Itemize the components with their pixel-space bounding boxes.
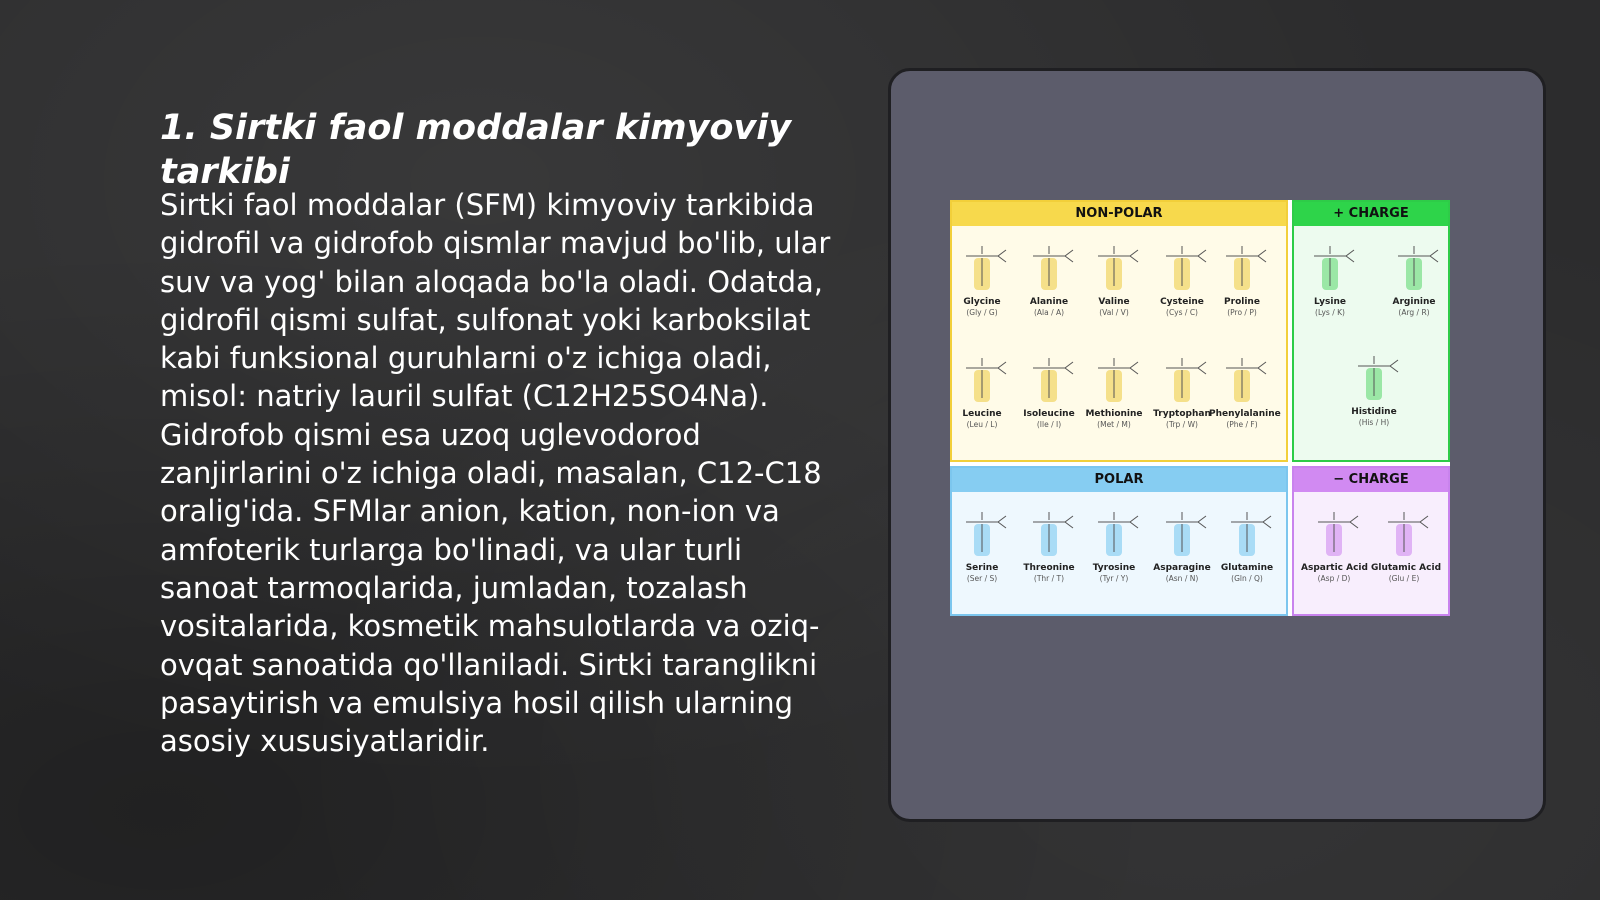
- amino-acid-name: Tryptophan: [1153, 409, 1211, 419]
- amino-acid-name: Glycine: [963, 297, 1001, 307]
- bond-line: [1130, 362, 1138, 368]
- amino-acid-name: Isoleucine: [1023, 409, 1075, 419]
- structure-diagram: [1214, 354, 1270, 406]
- amino-acid-abbreviation: (Pro / P): [1227, 308, 1257, 317]
- amino-acid-abbreviation: (Glu / E): [1388, 574, 1420, 583]
- amino-acid-tyrosine: [1081, 508, 1147, 584]
- amino-acid-abbreviation: (Tyr / Y): [1099, 574, 1129, 583]
- bond-line: [1198, 362, 1206, 368]
- panel-header-non-polar: NON-POLAR: [952, 202, 1286, 226]
- structure-diagram: [1219, 508, 1275, 560]
- structure-diagram: [954, 354, 1010, 406]
- amino-acid-methionine: [1081, 354, 1147, 430]
- amino-acid-abbreviation: (Gly / G): [966, 308, 998, 317]
- amino-acid-name: Leucine: [962, 409, 1002, 419]
- amino-acid-name: Valine: [1098, 297, 1130, 307]
- amino-acid-valine: [1081, 242, 1147, 318]
- amino-acid-threonine: [1016, 508, 1082, 584]
- amino-acid-serine: [949, 508, 1015, 584]
- panel-positive-charge: [1292, 200, 1450, 462]
- amino-acid-histidine: [1341, 352, 1407, 428]
- structure-diagram: [1386, 242, 1442, 294]
- bond-line: [1130, 368, 1138, 374]
- slide-body-text: Sirtki faol moddalar (SFM) kimyoviy tarkibida gidrofil va gidrofob qismlar mavjud bo'lib, ular suv va yog' bilan aloqada bo'la oladi. Odatda, gidrofil qismi sulfat, sulfonat yoki karboksilat kabi funksional guruhlarni o'z ichiga oladi, misol: natriy lauril sulfat (C12H25SO4Na). Gidrofob qismi esa uzoq uglevodorod zanjirlarini o'z ichiga oladi, masalan, C12-C18 oralig'ida. SFMlar anion, kation, non-ion va amfoterik turlarga bo'linadi, va ular turli sanoat tarmoqlarida, jumladan, tozalash vositalarida, kosmetik mahsulotlarda va oziq-ovqat sanoatida qo'llaniladi. Sirtki taranglikni pasaytirish va emulsiya hosil qilish ularning asosiy xususiyatlaridir.: [160, 188, 831, 759]
- amino-acid-name: Methionine: [1085, 409, 1143, 419]
- bond-line: [1420, 522, 1428, 528]
- amino-acid-tryptophan: [1149, 354, 1215, 430]
- amino-acid-asparagine: [1149, 508, 1215, 584]
- bond-line: [1130, 250, 1138, 256]
- amino-acid-abbreviation: (Leu / L): [966, 420, 998, 429]
- amino-acid-alanine: [1016, 242, 1082, 318]
- structure-diagram: [1346, 352, 1402, 404]
- bond-line: [1198, 256, 1206, 262]
- bond-line: [1258, 256, 1266, 262]
- amino-acid-glycine: [949, 242, 1015, 318]
- amino-acid-name: Lysine: [1314, 297, 1346, 307]
- structure-diagram: [954, 242, 1010, 294]
- bond-line: [998, 516, 1006, 522]
- bond-line: [1198, 368, 1206, 374]
- bond-line: [998, 250, 1006, 256]
- slide-title: 1. Sirtki faol moddalar kimyoviy tarkibi: [160, 108, 792, 192]
- bond-line: [1346, 250, 1354, 256]
- bond-line: [1350, 516, 1358, 522]
- amino-acid-abbreviation: (Gln / Q): [1231, 574, 1263, 583]
- bond-line: [1065, 250, 1073, 256]
- amino-acid-glutamine: [1214, 508, 1280, 584]
- bond-line: [1350, 522, 1358, 528]
- amino-acid-abbreviation: (Ala / A): [1033, 308, 1065, 317]
- bond-line: [1130, 256, 1138, 262]
- bond-line: [998, 256, 1006, 262]
- bond-line: [1346, 256, 1354, 262]
- amino-acid-name: Serine: [965, 563, 999, 573]
- structure-diagram: [1086, 242, 1142, 294]
- amino-acid-aspartic-acid: [1301, 508, 1367, 584]
- amino-acid-arginine: [1381, 242, 1447, 318]
- panel-polar: [950, 466, 1288, 616]
- bond-line: [1198, 522, 1206, 528]
- amino-acid-abbreviation: (Met / M): [1097, 420, 1131, 429]
- structure-diagram: [1306, 508, 1362, 560]
- amino-acid-name: Glutamine: [1220, 563, 1274, 573]
- amino-acid-lysine: [1297, 242, 1363, 318]
- panel-header-negative-charge: − CHARGE: [1294, 468, 1448, 492]
- amino-acid-name: Proline: [1224, 297, 1260, 307]
- structure-diagram: [1154, 508, 1210, 560]
- amino-acid-abbreviation: (Asn / N): [1165, 574, 1199, 583]
- panel-negative-charge: [1292, 466, 1450, 616]
- amino-acid-abbreviation: (Arg / R): [1398, 308, 1430, 317]
- amino-acid-abbreviation: (Asp / D): [1317, 574, 1351, 583]
- bond-line: [1390, 366, 1398, 372]
- bond-line: [1130, 522, 1138, 528]
- amino-acid-proline: [1209, 242, 1275, 318]
- amino-acid-name: Cysteine: [1160, 297, 1204, 307]
- amino-acid-name: Glutamic Acid: [1371, 563, 1442, 573]
- amino-acid-name: Tyrosine: [1092, 563, 1136, 573]
- structure-diagram: [1021, 242, 1077, 294]
- bond-line: [1430, 256, 1438, 262]
- bond-line: [998, 522, 1006, 528]
- structure-diagram: [1376, 508, 1432, 560]
- structure-diagram: [1154, 354, 1210, 406]
- amino-acid-name: Phenylalanine: [1209, 409, 1281, 419]
- amino-acid-cysteine: [1149, 242, 1215, 318]
- bond-line: [1430, 250, 1438, 256]
- bond-line: [998, 368, 1006, 374]
- amino-acid-name: Histidine: [1351, 407, 1397, 417]
- structure-diagram: [954, 508, 1010, 560]
- amino-acid-abbreviation: (Ser / S): [966, 574, 998, 583]
- bond-line: [1198, 250, 1206, 256]
- bond-line: [1065, 522, 1073, 528]
- panel-header-polar: POLAR: [952, 468, 1286, 492]
- structure-diagram: [1086, 508, 1142, 560]
- amino-acid-leucine: [949, 354, 1015, 430]
- bond-line: [1420, 516, 1428, 522]
- amino-acid-name: Aspartic Acid: [1301, 563, 1368, 573]
- amino-acid-name: Alanine: [1029, 297, 1069, 307]
- amino-acid-name: Threonine: [1023, 563, 1075, 573]
- structure-diagram: [1086, 354, 1142, 406]
- panel-header-positive-charge: + CHARGE: [1294, 202, 1448, 226]
- structure-diagram: [1214, 242, 1270, 294]
- amino-acid-name: Asparagine: [1153, 563, 1211, 573]
- bond-line: [1263, 516, 1271, 522]
- bond-line: [1130, 516, 1138, 522]
- bond-line: [1263, 522, 1271, 528]
- bond-line: [1198, 516, 1206, 522]
- amino-acid-abbreviation: (Phe / F): [1226, 420, 1258, 429]
- bond-line: [1390, 360, 1398, 366]
- amino-acid-phenylalanine: [1209, 354, 1281, 430]
- bond-line: [1258, 368, 1266, 374]
- amino-acid-chart: [950, 200, 1450, 616]
- structure-diagram: [1021, 508, 1077, 560]
- amino-acid-abbreviation: (Thr / T): [1033, 574, 1065, 583]
- bond-line: [1258, 250, 1266, 256]
- amino-acid-abbreviation: (Trp / W): [1166, 420, 1198, 429]
- bond-line: [1065, 256, 1073, 262]
- amino-acid-abbreviation: (Val / V): [1099, 308, 1129, 317]
- bond-line: [1065, 362, 1073, 368]
- bond-line: [1065, 516, 1073, 522]
- structure-diagram: [1302, 242, 1358, 294]
- amino-acid-glutamic-acid: [1371, 508, 1442, 584]
- amino-acid-abbreviation: (Lys / K): [1315, 308, 1345, 317]
- amino-acid-abbreviation: (Cys / C): [1166, 308, 1198, 317]
- amino-acid-abbreviation: (His / H): [1358, 418, 1390, 427]
- structure-diagram: [1154, 242, 1210, 294]
- panel-non-polar: [950, 200, 1288, 462]
- amino-acid-name: Arginine: [1392, 297, 1436, 307]
- bond-line: [998, 362, 1006, 368]
- bond-line: [1065, 368, 1073, 374]
- amino-acid-isoleucine: [1016, 354, 1082, 430]
- amino-acid-abbreviation: (Ile / I): [1036, 420, 1062, 429]
- structure-diagram: [1021, 354, 1077, 406]
- bond-line: [1258, 362, 1266, 368]
